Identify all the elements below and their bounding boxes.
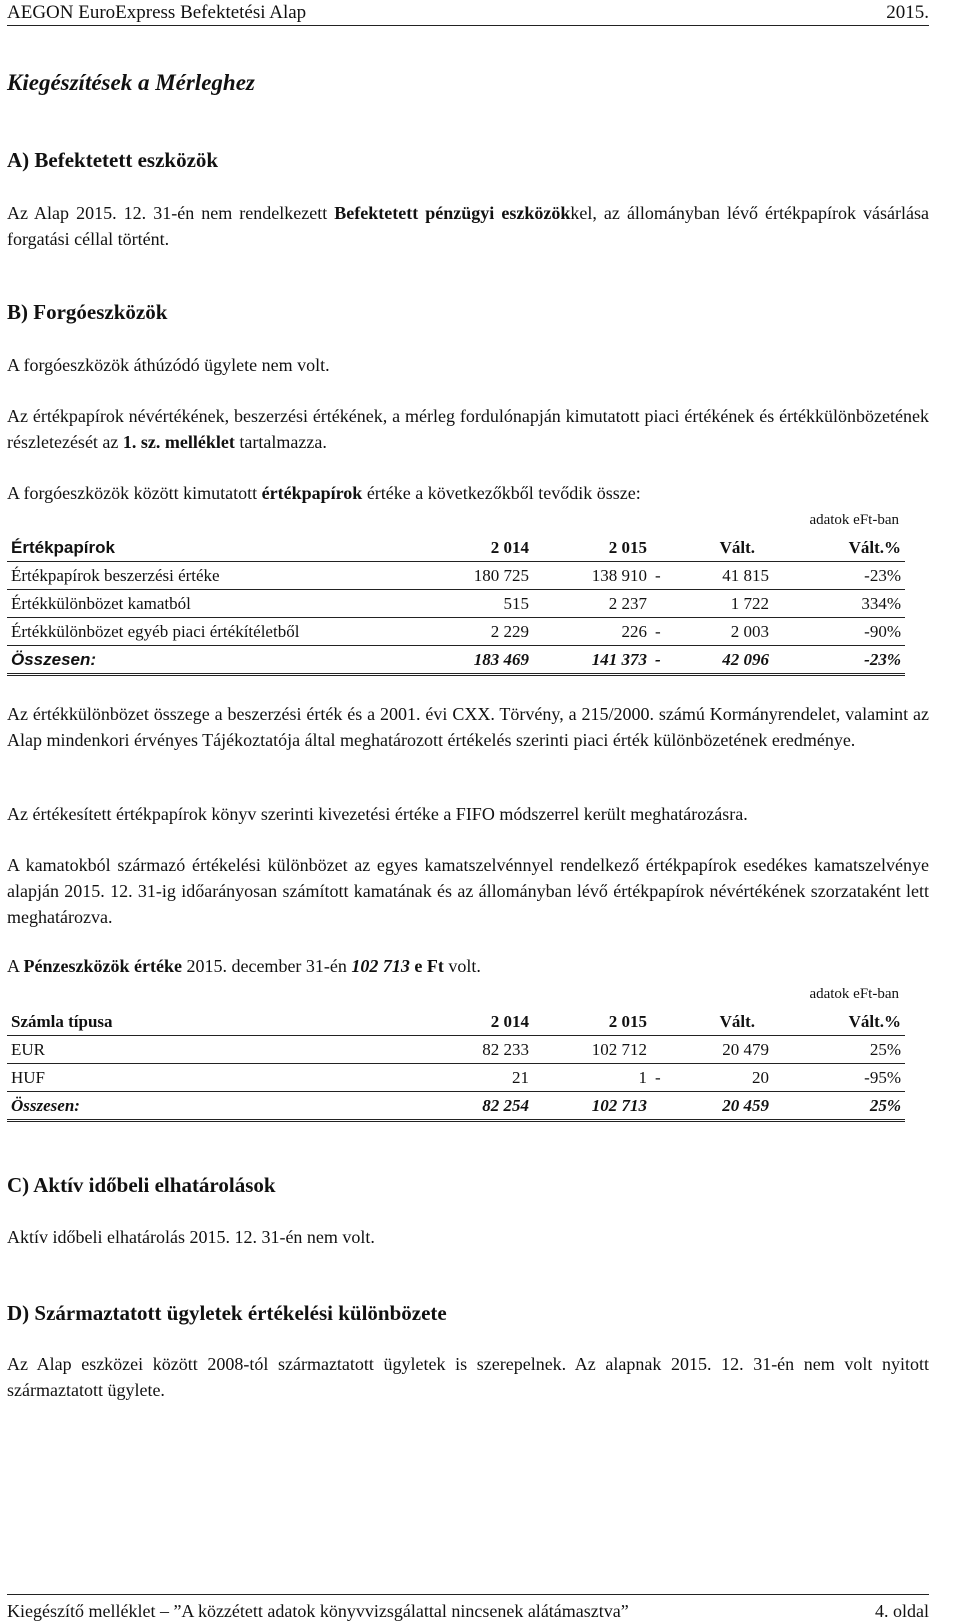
header-fund-name: AEGON EuroExpress Befektetési Alap: [7, 2, 307, 23]
page-footer: [7, 1594, 929, 1622]
fifo-paragraph: Az értékesített értékpapírok könyv szerinti kivezetési értéke a FIFO módszerrel került meghatározásra.: [7, 804, 748, 824]
section-a-paragraph: Az Alap 2015. 12. 31-én nem rendelkezett Befektetett pénzügyi eszközökkel, az állományban lévő értékpapírok vásárlása forgatási céllal történt.: [7, 203, 929, 249]
section-d-paragraph: Az Alap eszközei között 2008-tól származtatott ügyletek is szerepelnek. Az alapnak 2015. 12. 31-én nem volt nyitott származtatott ügylete.: [7, 1354, 929, 1400]
section-a-heading: A) Befektetett eszközök: [7, 148, 219, 172]
table-total-row: Összesen: 82 254 102 713 20 459 25%: [7, 1092, 905, 1121]
interest-paragraph: A kamatokból származó értékelési különbözet az egyes kamatszelvénnyel rendelkező értékpapírok esedékes kamatszelvénye alapján 2015. 12. 31-ig időarányosan számított kamatának és az állományban lévő értékpapírok névértékének szorzataként lett meghatározva.: [7, 855, 929, 927]
section-b-paragraph-1: A forgóeszközök áthúzódó ügylete nem volt.: [7, 355, 330, 375]
table2-unit-note: adatok eFt-ban: [809, 986, 899, 1002]
section-b-paragraph-3: A forgóeszközök között kimutatott értékpapírok értéke a következőkből tevődik össze:: [7, 483, 641, 503]
section-d-heading: D) Származtatott ügyletek értékelési különbözete: [7, 1301, 447, 1325]
col-header-2015: 2 015: [533, 534, 651, 562]
table-header-row: [7, 1008, 905, 1036]
table-row: EUR 82 233 102 712 20 479 25%: [7, 1036, 905, 1064]
table-header-row: [7, 534, 905, 562]
cash-accounts-table: [7, 1008, 905, 1122]
header-year: 2015.: [886, 2, 929, 23]
col-header-2014: 2 014: [407, 1008, 533, 1036]
col-header-securities: Értékpapírok: [7, 534, 407, 562]
col-header-account-type: Számla típusa: [7, 1008, 407, 1036]
section-b-paragraph-2: Az értékpapírok névértékének, beszerzési értékének, a mérleg fordulónapján kimutatott piaci értékének és értékkülönbözetének részletezését az 1. sz. melléklet tartalmazza.: [7, 406, 929, 452]
col-header-change-pct: Vált.%: [773, 1008, 905, 1036]
page-title: Kiegészítések a Mérleghez: [7, 70, 255, 95]
col-header-change-pct: Vált.%: [773, 534, 905, 562]
section-c-heading: C) Aktív időbeli elhatárolások: [7, 1173, 276, 1197]
securities-table: [7, 534, 905, 676]
footer-note: Kiegészítő melléklet – ”A közzétett adatok könyvvizsgálattal nincsenek alátámasztva”: [7, 1601, 629, 1621]
table-row: Értékkülönbözet egyéb piaci értékítéletből 2 229 226 - 2 003 -90%: [7, 618, 905, 646]
page-number: 4. oldal: [875, 1601, 929, 1621]
col-header-change: Vált.: [651, 1008, 773, 1036]
col-header-change: Vált.: [651, 534, 773, 562]
table-total-row: Összesen: 183 469 141 373 - 42 096 -23%: [7, 646, 905, 675]
table1-unit-note: adatok eFt-ban: [809, 512, 899, 528]
cash-paragraph: A Pénzeszközök értéke 2015. december 31-én 102 713 e Ft volt.: [7, 956, 481, 976]
col-header-2015: 2 015: [533, 1008, 651, 1036]
valuation-paragraph: Az értékkülönbözet összege a beszerzési érték és a 2001. évi CXX. Törvény, a 215/2000. számú Kormányrendelet, valamint az Alap mindenkori érvényes Tájékoztatója által meghatározott értékelés szerinti piaci érték különbözetének eredménye.: [7, 704, 929, 750]
table-row: HUF 21 1 - 20 -95%: [7, 1064, 905, 1092]
page-header: [7, 0, 929, 26]
table-row: Értékpapírok beszerzési értéke 180 725 138 910 - 41 815 -23%: [7, 562, 905, 590]
section-c-paragraph: Aktív időbeli elhatárolás 2015. 12. 31-én nem volt.: [7, 1227, 375, 1247]
col-header-2014: 2 014: [407, 534, 533, 562]
table-row: Értékkülönbözet kamatból 515 2 237 1 722 334%: [7, 590, 905, 618]
section-b-heading: B) Forgóeszközök: [7, 300, 168, 324]
